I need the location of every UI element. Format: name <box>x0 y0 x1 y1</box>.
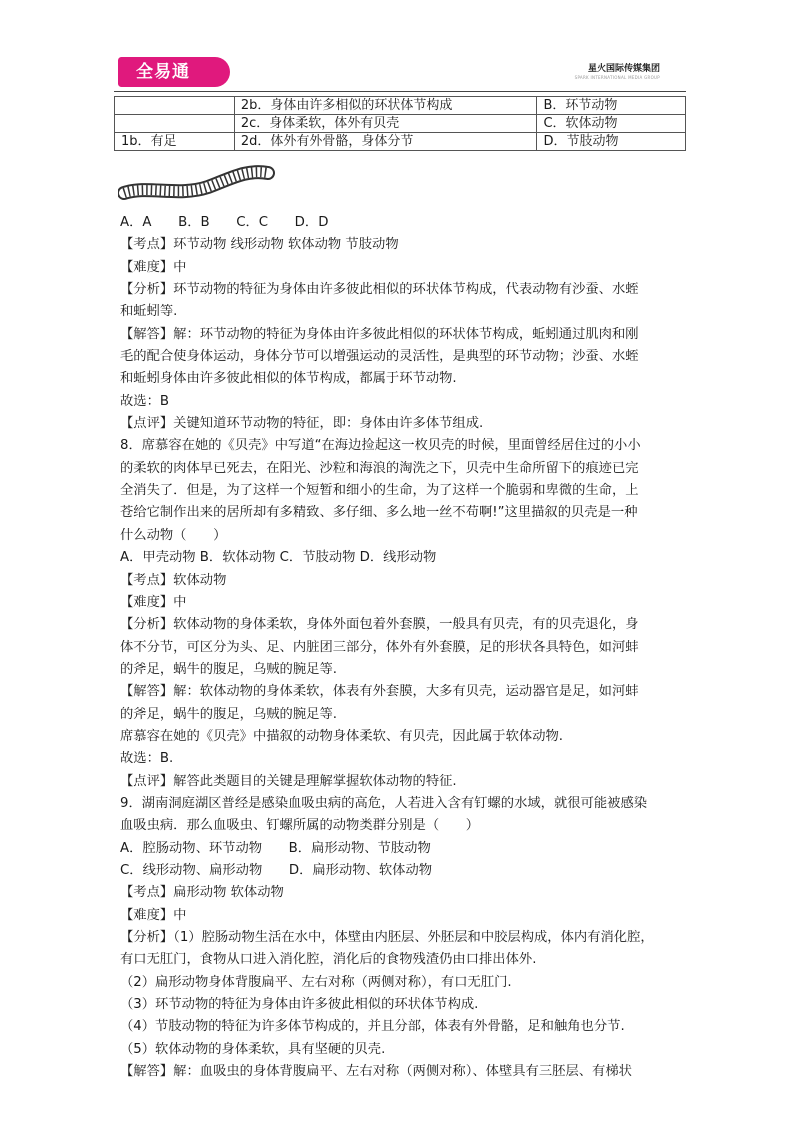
table-cell: 2c．身体柔软，体外有贝壳 <box>234 115 537 133</box>
table-row <box>115 133 686 151</box>
table-cell: 2b．身体由许多相似的环状体节构成 <box>234 97 537 115</box>
table-cell <box>115 97 235 115</box>
text-line: 【分析】环节动物的特征为身体由许多彼此相似的环状体节构成，代表动物有沙蚕、水蛭 <box>120 282 639 298</box>
text-line: 【解答】解：环节动物的特征为身体由许多彼此相似的环状体节构成，蚯蚓通过肌肉和刚 <box>120 326 639 342</box>
text-line: （5）软体动物的身体柔软，具有坚硬的贝壳. <box>120 1041 386 1057</box>
brand-name: 星火国际传媒集团 <box>587 64 660 74</box>
text-line: 【难度】中 <box>120 594 187 610</box>
table-cell: D．节肢动物 <box>537 133 686 151</box>
table-cell: 2d．体外有外骨骼，身体分节 <box>234 133 537 151</box>
table-cell <box>115 115 235 133</box>
text-line: 8．席慕容在她的《贝壳》中写道“在海边捡起这一枚贝壳的时候，里面曾经居住过的小小 <box>120 438 641 454</box>
text-line: 的斧足，蜗牛的腹足，乌贼的腕足等. <box>120 706 337 722</box>
table-row <box>115 115 686 133</box>
table-cell: B．环节动物 <box>537 97 686 115</box>
text-line: 体不分节，可区分为头、足、内脏团三部分，体外有外套膜，足的形状各具特色，如河蚌 <box>120 639 639 655</box>
table-row <box>115 97 686 115</box>
earthworm-illustration <box>118 163 278 207</box>
text-line: 【解答】解：软体动物的身体柔软，体表有外套膜，大多有贝壳，运动器官是足，如河蚌 <box>120 684 639 700</box>
text-line: 故选：B. <box>120 751 174 767</box>
table-cell: 1b．有足 <box>115 133 235 151</box>
text-line: 9．湖南洞庭湖区普经是感染血吸虫病的高危，人若进入含有钉螺的水域，就很可能被感染 <box>120 795 648 811</box>
text-line: 和蚯蚓身体由许多彼此相似的体节构成，都属于环节动物. <box>120 371 457 387</box>
classification-key-table <box>114 96 686 151</box>
text-line: 【难度】中 <box>120 259 187 275</box>
text-line: 【分析】（1）腔肠动物生活在水中，体壁由内胚层、外胚层和中胶层构成，体内有消化腔， <box>120 930 654 945</box>
text-line: （2）扁形动物身体背腹扁平、左右对称（两侧对称），有口无肛门. <box>120 974 512 990</box>
text-line: （3）环节动物的特征为身体由许多彼此相似的环状体节构成. <box>120 997 479 1013</box>
publisher-logo: 全易通 <box>118 57 230 87</box>
page-header <box>118 57 680 91</box>
text-line: 【考点】环节动物 线形动物 软体动物 节肢动物 <box>120 237 399 253</box>
text-line: C．线形动物、扁形动物 D．扁形动物、软体动物 <box>120 862 433 878</box>
text-line: 有口无肛门，食物从口进入消化腔，消化后的食物残渣仍由口排出体外. <box>120 952 537 968</box>
text-line: 的斧足，蜗牛的腹足，乌贼的腕足等. <box>120 661 337 677</box>
text-line: 全消失了．但是，为了这样一个短暂和细小的生命，为了这样一个脆弱和卑微的生命，上 <box>120 483 639 499</box>
answer-explanation-text <box>120 212 686 1083</box>
text-line: 和蚯蚓等. <box>120 304 178 320</box>
text-line: A．甲壳动物 B．软体动物 C．节肢动物 D．线形动物 <box>120 550 437 566</box>
text-line: 【难度】中 <box>120 907 187 923</box>
text-line: A．腔肠动物、环节动物 B．扁形动物、节肢动物 <box>120 840 431 856</box>
text-line: 血吸虫病．那么血吸虫、钉螺所属的动物类群分别是（ ） <box>120 818 480 834</box>
text-line: （4）节肢动物的特征为许多体节构成的，并且分部，体表有外骨骼，足和触角也分节. <box>120 1019 625 1035</box>
text-line: 故选：B <box>120 393 170 409</box>
brand-subtitle: SPARK INTERNATIONAL MEDIA GROUP <box>574 75 660 80</box>
text-line: 【点评】关键知道环节动物的特征，即：身体由许多体节组成. <box>120 416 484 432</box>
text-line: 什么动物（ ） <box>120 527 227 543</box>
text-line: 的柔软的肉体早已死去，在阳光、沙粒和海浪的淘洗之下，贝壳中生命所留下的痕迹已完 <box>120 460 639 476</box>
text-line: A．A B．B C．C D．D <box>120 215 329 230</box>
text-line: 【考点】软体动物 <box>120 572 227 588</box>
text-line: 苍给它制作出来的居所却有多精致、多仔细、多么地一丝不苟啊!”这里描叙的贝壳是一种 <box>120 505 638 521</box>
header-divider <box>114 91 686 92</box>
table-cell: C．软体动物 <box>537 115 686 133</box>
text-line: 席慕容在她的《贝壳》中描叙的动物身体柔软、有贝壳，因此属于软体动物. <box>120 728 564 744</box>
text-line: 【考点】扁形动物 软体动物 <box>120 885 284 901</box>
text-line: 【分析】软体动物的身体柔软，身体外面包着外套膜，一般具有贝壳，有的贝壳退化，身 <box>120 617 639 633</box>
text-line: 【解答】解：血吸虫的身体背腹扁平、左右对称（两侧对称）、体壁具有三胚层、有梯状 <box>120 1064 632 1080</box>
text-line: 【点评】解答此类题目的关键是理解掌握软体动物的特征. <box>120 773 457 789</box>
text-line: 毛的配合使身体运动，身体分节可以增强运动的灵活性，是典型的环节动物；沙蚕、水蛭 <box>120 349 639 365</box>
